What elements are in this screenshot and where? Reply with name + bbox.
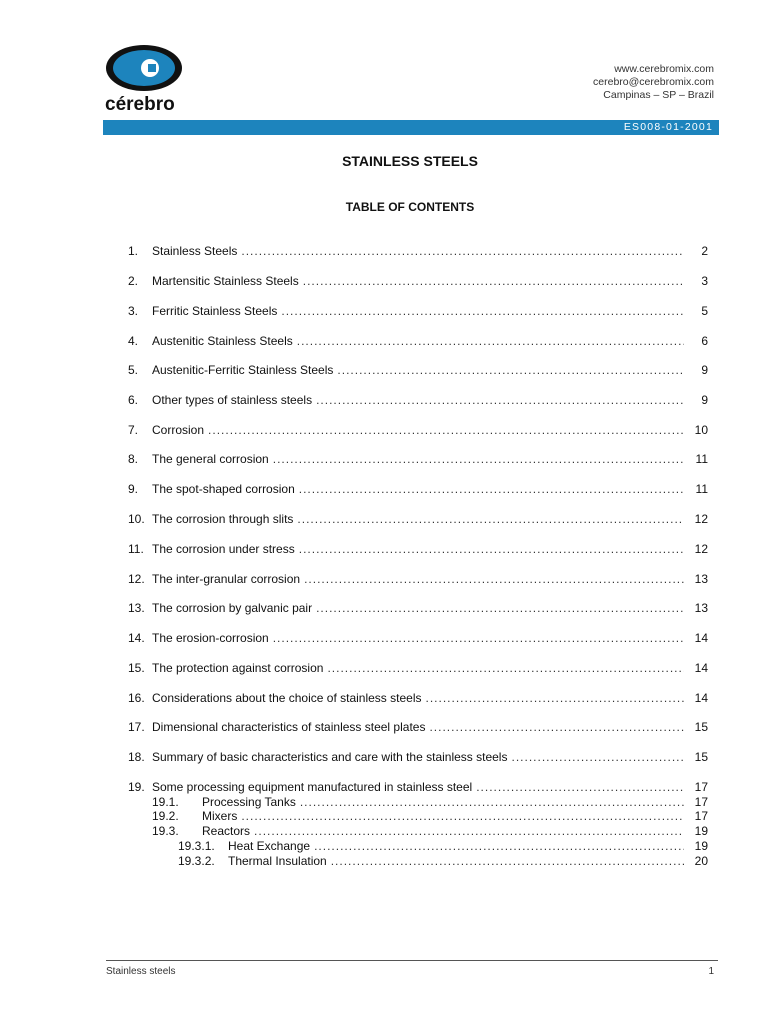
toc-entry-number: 17. bbox=[128, 720, 145, 734]
document-code: ES008-01-2001 bbox=[623, 121, 713, 133]
toc-entry-label: Stainless Steels bbox=[152, 244, 238, 258]
location-text: Campinas – SP – Brazil bbox=[603, 89, 714, 101]
toc-entry[interactable] bbox=[128, 363, 708, 377]
toc-leader-dots bbox=[316, 393, 684, 407]
toc-entry[interactable] bbox=[128, 572, 708, 586]
toc-entry[interactable] bbox=[128, 452, 708, 466]
toc-entry-page: 14 bbox=[694, 631, 708, 645]
cerebro-logo bbox=[104, 44, 184, 116]
toc-leader-dots bbox=[273, 631, 684, 645]
toc-leader-dots bbox=[316, 601, 684, 615]
toc-leader-dots bbox=[327, 661, 684, 675]
toc-entry-number: 10. bbox=[128, 512, 145, 526]
toc-entry-page: 15 bbox=[694, 750, 708, 764]
toc-entry-label: Some processing equipment manufactured in stainless steel bbox=[152, 780, 473, 794]
email-link[interactable]: cerebro@cerebromix.com bbox=[593, 76, 714, 88]
toc-entry-label: Processing Tanks bbox=[202, 795, 296, 809]
toc-leader-dots bbox=[299, 542, 684, 556]
toc-entry-number: 2. bbox=[128, 274, 139, 288]
toc-entry-label: Ferritic Stainless Steels bbox=[152, 304, 278, 318]
toc-entry-number: 8. bbox=[128, 452, 139, 466]
toc-entry-page: 13 bbox=[694, 601, 708, 615]
toc-leader-dots bbox=[429, 720, 684, 734]
toc-entry-number: 7. bbox=[128, 423, 139, 437]
toc-entry-page: 17 bbox=[694, 795, 708, 809]
brand-name: cérebro bbox=[105, 94, 175, 115]
toc-entry[interactable] bbox=[128, 274, 708, 288]
toc-entry-page: 6 bbox=[701, 334, 708, 348]
toc-entry-number: 4. bbox=[128, 334, 139, 348]
toc-entry-number: 1. bbox=[128, 244, 139, 258]
toc-entry-page: 19 bbox=[694, 839, 708, 853]
toc-entry-number: 19.2. bbox=[152, 809, 179, 823]
toc-entry-page: 12 bbox=[694, 512, 708, 526]
contact-info bbox=[593, 63, 714, 102]
toc-entry[interactable] bbox=[128, 393, 708, 407]
toc-entry-number: 19.3. bbox=[152, 824, 179, 838]
toc-entry[interactable] bbox=[128, 854, 708, 868]
toc-entry-number: 16. bbox=[128, 691, 145, 705]
toc-entry-number: 12. bbox=[128, 572, 145, 586]
toc-entry-number: 19.3.1. bbox=[178, 839, 215, 853]
toc-entry-label: The general corrosion bbox=[152, 452, 269, 466]
toc-entry-page: 12 bbox=[694, 542, 708, 556]
toc-entry-label: The protection against corrosion bbox=[152, 661, 324, 675]
toc-leader-dots bbox=[254, 824, 684, 838]
toc-entry-label: Austenitic Stainless Steels bbox=[152, 334, 293, 348]
toc-entry-page: 5 bbox=[701, 304, 708, 318]
toc-entry[interactable] bbox=[128, 661, 708, 675]
toc-leader-dots bbox=[241, 244, 684, 258]
toc-entry-number: 5. bbox=[128, 363, 139, 377]
toc-leader-dots bbox=[331, 854, 684, 868]
toc-entry[interactable] bbox=[128, 542, 708, 556]
footer-divider bbox=[106, 960, 718, 961]
toc-heading: TABLE OF CONTENTS bbox=[345, 200, 475, 214]
toc-entry-label: Summary of basic characteristics and care with the stainless steels bbox=[152, 750, 508, 764]
toc-entry[interactable] bbox=[128, 780, 708, 794]
toc-entry-label: Corrosion bbox=[152, 423, 205, 437]
toc-entry[interactable] bbox=[128, 244, 708, 258]
toc-entry-page: 19 bbox=[694, 824, 708, 838]
toc-entry[interactable] bbox=[128, 423, 708, 437]
toc-entry-page: 17 bbox=[694, 809, 708, 823]
toc-entry-label: The corrosion under stress bbox=[152, 542, 295, 556]
toc-entry[interactable] bbox=[128, 304, 708, 318]
toc-entry-page: 11 bbox=[695, 452, 708, 466]
toc-entry-label: The erosion-corrosion bbox=[152, 631, 269, 645]
toc-entry-page: 14 bbox=[694, 691, 708, 705]
toc-entry-number: 14. bbox=[128, 631, 145, 645]
header-bar bbox=[103, 120, 719, 135]
toc-entry[interactable] bbox=[128, 795, 708, 809]
toc-entry-label: Considerations about the choice of stainless steels bbox=[152, 691, 422, 705]
toc-entry-label: Other types of stainless steels bbox=[152, 393, 313, 407]
toc-entry-number: 19. bbox=[128, 780, 145, 794]
toc-entry-label: Heat Exchange bbox=[228, 839, 311, 853]
toc-entry-label: The corrosion by galvanic pair bbox=[152, 601, 313, 615]
toc-entry[interactable] bbox=[128, 334, 708, 348]
toc-entry-number: 18. bbox=[128, 750, 145, 764]
toc-entry-page: 9 bbox=[701, 393, 708, 407]
toc-leader-dots bbox=[299, 482, 684, 496]
toc-leader-dots bbox=[314, 839, 684, 853]
toc-entry[interactable] bbox=[128, 601, 708, 615]
toc-entry-number: 15. bbox=[128, 661, 145, 675]
toc-entry-page: 2 bbox=[701, 244, 708, 258]
toc-entry-number: 9. bbox=[128, 482, 139, 496]
toc-leader-dots bbox=[300, 795, 684, 809]
toc-entry-number: 6. bbox=[128, 393, 139, 407]
toc-entry-number: 13. bbox=[128, 601, 145, 615]
toc-entry-page: 20 bbox=[694, 854, 708, 868]
toc-entry-page: 3 bbox=[701, 274, 708, 288]
toc-entry-label: Martensitic Stainless Steels bbox=[152, 274, 299, 288]
toc-leader-dots bbox=[304, 572, 684, 586]
toc-entry-label: Thermal Insulation bbox=[228, 854, 327, 868]
toc-leader-dots bbox=[297, 334, 684, 348]
toc-entry-label: Reactors bbox=[202, 824, 251, 838]
website-link[interactable]: www.cerebromix.com bbox=[614, 63, 714, 75]
toc-entry-page: 13 bbox=[694, 572, 708, 586]
toc-leader-dots bbox=[303, 274, 684, 288]
toc-leader-dots bbox=[426, 691, 685, 705]
toc-entry-label: Mixers bbox=[202, 809, 238, 823]
toc-leader-dots bbox=[273, 452, 684, 466]
toc-entry-page: 9 bbox=[701, 363, 708, 377]
toc-entry-number: 19.1. bbox=[152, 795, 179, 809]
toc-entry-number: 19.3.2. bbox=[178, 854, 215, 868]
toc-entry[interactable] bbox=[128, 512, 708, 526]
toc-entry[interactable] bbox=[128, 720, 708, 734]
toc-entry[interactable] bbox=[128, 691, 708, 705]
toc-entry[interactable] bbox=[128, 809, 708, 823]
toc-entry-number: 3. bbox=[128, 304, 139, 318]
toc-entry-label: Austenitic-Ferritic Stainless Steels bbox=[152, 363, 334, 377]
toc-leader-dots bbox=[476, 780, 684, 794]
toc-entry-label: The inter-granular corrosion bbox=[152, 572, 301, 586]
toc-leader-dots bbox=[511, 750, 684, 764]
toc-entry-page: 15 bbox=[694, 720, 708, 734]
toc-leader-dots bbox=[208, 423, 684, 437]
toc-leader-dots bbox=[297, 512, 684, 526]
toc-entry-number: 11. bbox=[128, 542, 144, 556]
toc-entry[interactable] bbox=[128, 631, 708, 645]
toc-entry[interactable] bbox=[128, 839, 708, 853]
toc-entry-label: The corrosion through slits bbox=[152, 512, 294, 526]
toc-entry-page: 17 bbox=[694, 780, 708, 794]
toc-entry-page: 14 bbox=[694, 661, 708, 675]
toc-entry-label: The spot-shaped corrosion bbox=[152, 482, 295, 496]
toc-entry[interactable] bbox=[128, 482, 708, 496]
footer-page-number: 1 bbox=[708, 966, 714, 977]
toc-entry[interactable] bbox=[128, 824, 708, 838]
toc-leader-dots bbox=[281, 304, 684, 318]
toc-entry-label: Dimensional characteristics of stainless steel plates bbox=[152, 720, 426, 734]
document-title: STAINLESS STEELS bbox=[342, 153, 478, 169]
toc-entry-page: 11 bbox=[695, 482, 708, 496]
toc-leader-dots bbox=[241, 809, 684, 823]
toc-entry[interactable] bbox=[128, 750, 708, 764]
toc-entry-page: 10 bbox=[694, 423, 708, 437]
footer-title: Stainless steels bbox=[106, 966, 176, 977]
toc-leader-dots bbox=[337, 363, 684, 377]
